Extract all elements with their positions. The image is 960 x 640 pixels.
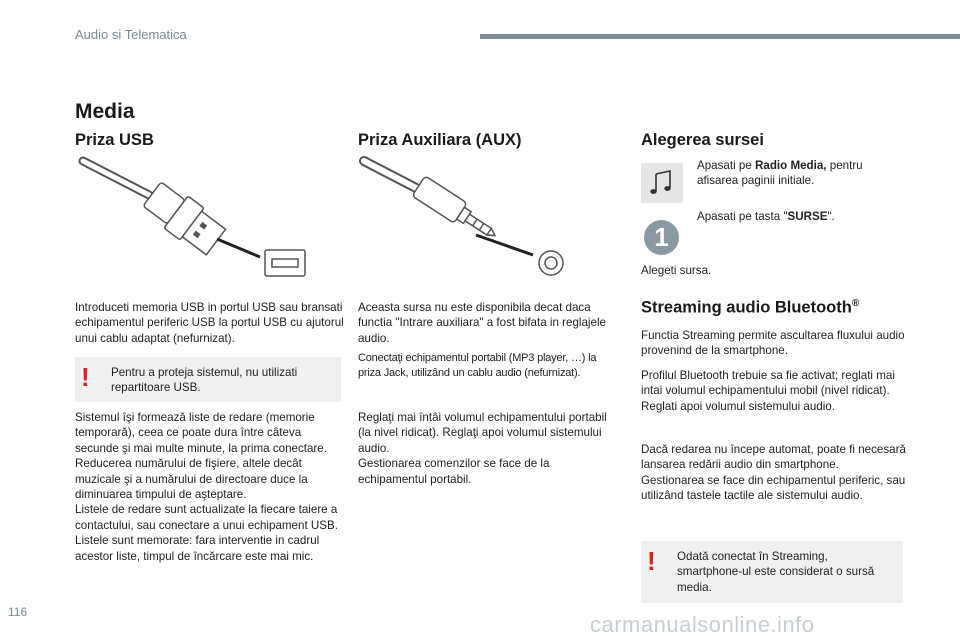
aux-availability: Aceasta sursa nu este disponibila decat daca functia "Intrare auxiliara" a fost bifata in reglajele audio. — [358, 301, 606, 345]
section-title: Audio si Telematica — [75, 27, 187, 42]
music-note-icon — [641, 163, 683, 203]
usb-playlist-text: Sistemul îşi formează liste de redare (memorie temporară), ceea ce poate dura între câteva secunde şi mai multe minute, la prima conectare. — [75, 411, 327, 455]
bluetooth-heading-text: Streaming audio Bluetooth — [641, 298, 852, 317]
source-choose: Alegeti sursa. — [641, 264, 712, 277]
bluetooth-p5: Gestionarea se face din echipamentul periferic, sau utilizând tastele tactile ale sistemului audio. — [641, 473, 906, 503]
aux-volume-text: Reglaţi mai întâi volumul echipamentului portabil (la nivel ridicat). Reglaţi apoi volumul sistemului audio. — [358, 411, 607, 455]
source-step1-key: Radio Media, — [755, 159, 827, 172]
bluetooth-troubleshoot — [641, 442, 906, 504]
source-step1-prefix: Apasati pe — [697, 159, 756, 172]
source-heading: Alegerea sursei — [641, 131, 764, 149]
warning-icon: ! — [81, 362, 90, 392]
usb-warning-note — [75, 357, 341, 402]
bluetooth-p1: Functia Streaming permite ascultarea fluxului audio provenind de la smartphone. — [641, 329, 905, 358]
source-step1 — [697, 158, 897, 189]
header-divider — [480, 34, 960, 39]
watermark: carmanualsonline.info — [590, 612, 815, 637]
source-step1-suffix: pentru afisarea paginii initiale. — [697, 159, 863, 188]
usb-update-text: Listele de redare sunt actualizate la fiecare taiere a contactului, sau conectare a unui echipament USB. Listele sunt memorate: fara interventie in cadrul acestor liste, timpul de încărcare este mai mic. — [75, 503, 338, 563]
usb-connector-illustration — [75, 155, 315, 280]
aux-heading: Priza Auxiliara (AUX) — [358, 131, 522, 149]
bluetooth-heading — [641, 298, 859, 318]
registered-mark: ® — [851, 298, 860, 309]
step-number-badge: 1 — [644, 220, 679, 255]
bluetooth-p2: Profilul Bluetooth trebuie sa fie activat; reglati mai intai volumul echipamentului mobil (nivel ridicat). — [641, 369, 895, 398]
aux-jack-illustration — [358, 155, 578, 280]
usb-warning-text: Pentru a proteja sistemul, nu utilizati repartitoare USB. — [111, 366, 298, 395]
bluetooth-p4: Dacă redarea nu începe automat, poate fi necesară lansarea redării audio din smartphone. — [641, 443, 906, 472]
aux-volume-block — [358, 410, 620, 487]
usb-heading: Priza USB — [75, 131, 154, 149]
source-step2-suffix: ". — [827, 210, 835, 223]
usb-intro: Introduceti memoria USB in portul USB sau bransati echipamentul periferic USB la portul USB cu ajutorul unui cablu adaptat (nefurnizat). — [75, 301, 344, 345]
bluetooth-settings — [641, 368, 906, 414]
radio-media-button — [641, 163, 683, 203]
usb-reduce-text: Reducerea numărului de fişiere, altele decât muzicale şi a numărului de directoare duce la diminuarea timpului de aşteptare. — [75, 457, 308, 502]
bluetooth-warning-text: Odată conectat în Streaming, smartphone-ul este considerat o sursă media. — [677, 550, 875, 594]
bluetooth-warning-note — [641, 541, 903, 603]
usb-details — [75, 410, 347, 564]
aux-connect: Conectaţi echipamentul portabil (MP3 player, …) la priza Jack, utilizând un cablu audio (nefurnizat). — [358, 352, 597, 380]
source-step2 — [697, 209, 897, 224]
warning-icon: ! — [647, 546, 656, 576]
page-number: 116 — [8, 605, 28, 619]
page-title: Media — [75, 100, 135, 123]
bluetooth-p3: Reglati apoi volumul sistemului audio. — [641, 399, 835, 413]
aux-control-text: Gestionarea comenzilor se face de la echipamentul portabil. — [358, 457, 550, 486]
source-step2-prefix: Apasati pe tasta " — [697, 210, 788, 223]
source-step2-key: SURSE — [787, 210, 828, 223]
